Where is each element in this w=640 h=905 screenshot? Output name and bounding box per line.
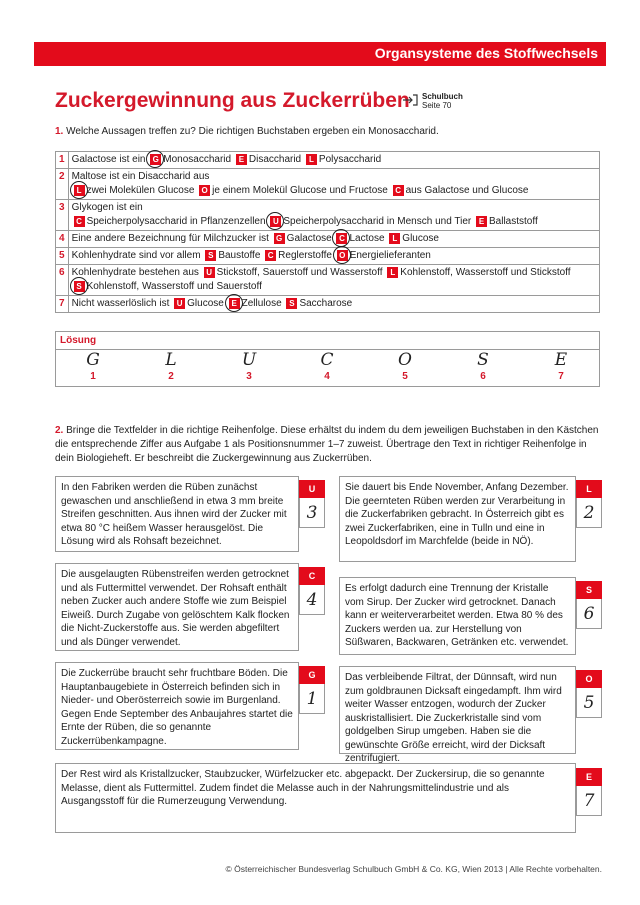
question-fragment: Disaccharid — [248, 154, 304, 165]
question-row — [56, 231, 600, 248]
position-number: 5 — [576, 688, 602, 718]
task-2-number: 2. — [55, 425, 64, 436]
question-fragment: Glucose — [187, 298, 227, 309]
task-2-text: Bringe die Textfelder in die richtige Reihenfolge. Diese erhältst du indem du dem jeweiligen Buchstaben in den Kästchen die entsprechende Ziffer aus Aufgabe 1 als Positionsnummer 1–7 zuweist. Übertrage den Text in richtiger Reihenfolge in dein Biologieheft. Er beschreibt die Zuckergewinnung aus Zuckerrüben. — [55, 425, 599, 464]
answer-letter: C — [265, 250, 276, 261]
text-field: Die ausgelaugten Rübenstreifen werden getrocknet und als Futtermittel verwendet. Der Rohsaft enthält neben Zucker auch andere Stoffe wie zum Beispiel Eiweiß. Durch Zugabe von gelöschtem Kalk flocken die Nicht-Zuckerstoffe aus. Sie werden abgefiltert und als Dünger verwendet. — [55, 563, 299, 651]
question-text — [68, 231, 599, 248]
letter-box — [299, 480, 325, 528]
letter-tag: E — [576, 768, 602, 786]
solution-cell — [522, 350, 600, 382]
text-field: Die Zuckerrübe braucht sehr fruchtbare Böden. Die Hauptanbaugebiete in Österreich befinden sich in Nieder- und Oberösterreich sowie im Burgenland. Gegen Ende September des Anbaujahres startet die Ernte der Rüben, die so genannte Zuckerrübenkampagne. — [55, 662, 299, 750]
answer-letter-circled: L — [74, 185, 85, 196]
question-fragment: Kohlenhydrate bestehen aus — [71, 267, 202, 278]
answer-letter: C — [74, 216, 85, 227]
solution-cell — [210, 350, 288, 382]
answer-letter: L — [389, 233, 400, 244]
schulbuch-page: Seite 70 — [422, 101, 452, 110]
question-fragment: Energielieferanten — [349, 250, 431, 261]
letter-box — [576, 670, 602, 718]
header-title: Organsysteme des Stoffwechsels — [374, 45, 598, 61]
question-text — [68, 265, 599, 296]
question-fragment: Kohlenhydrate sind vor allem — [71, 250, 204, 261]
schulbuch-label: Schulbuch — [422, 92, 463, 101]
solution-digit: 4 — [324, 371, 330, 382]
answer-letter: L — [387, 267, 398, 278]
schulbuch-reference — [402, 92, 463, 110]
answer-letter: L — [306, 154, 317, 165]
question-number: 7 — [56, 296, 69, 313]
question-row — [56, 248, 600, 265]
letter-tag: O — [576, 670, 602, 688]
question-fragment: Maltose ist ein Disaccharid aus — [71, 171, 210, 182]
header-bar — [34, 42, 606, 66]
position-number: 2 — [576, 498, 602, 528]
question-fragment: Polysaccharid — [318, 154, 382, 165]
solution-cell — [54, 350, 132, 382]
question-fragment: Nicht wasserlöslich ist — [71, 298, 173, 309]
question-fragment: Glykogen ist ein — [71, 202, 143, 213]
answer-letter-circled: C — [336, 233, 347, 244]
position-number: 6 — [576, 599, 602, 629]
text-field: Das verbleibende Filtrat, der Dünnsaft, wird nun zum goldbraunen Dicksaft eingedampft. Ihm wird weiter Wasser entzogen, wodurch der Zucker auskristallisiert. Die Zuckerkristalle sind vom goldgelben Sirup umgeben. Haben sie die gewünschte Größe erreicht, wird der Dicksaft zentrifugiert. — [339, 666, 576, 754]
question-fragment: Saccharose — [299, 298, 353, 309]
question-fragment: Zellulose — [241, 298, 285, 309]
text-field: Der Rest wird als Kristallzucker, Staubzucker, Würfelzucker etc. abgepackt. Der Zuckersirup, die so genannte Melasse, dient als Futtermittel. Zudem findet die Melasse auch in der Nahrungsmittelindustrie und als Ausgangsstoff für die Rumerzeugung Verwendung. — [55, 763, 576, 833]
question-number: 1 — [56, 152, 69, 169]
question-row — [56, 265, 600, 296]
question-row — [56, 152, 600, 169]
letter-box — [576, 480, 602, 528]
solution-digit: 7 — [558, 371, 564, 382]
solution-cell — [366, 350, 444, 382]
question-text — [68, 152, 599, 169]
question-number: 3 — [56, 200, 69, 231]
question-row — [56, 169, 600, 200]
answer-letter: U — [204, 267, 215, 278]
answer-letter: O — [199, 185, 210, 196]
task-1-prompt — [55, 125, 439, 139]
task-2-prompt — [55, 424, 600, 466]
question-fragment: Galactose ist ein — [71, 154, 149, 165]
answer-letter-circled: E — [229, 298, 240, 309]
answer-letter-circled: O — [337, 250, 348, 261]
question-fragment: je einem Molekül Glucose und Fructose — [212, 185, 391, 196]
question-fragment: Ballaststoff — [489, 216, 538, 227]
solution-letter: U — [241, 350, 257, 370]
solution-letter: O — [398, 350, 412, 370]
question-number: 5 — [56, 248, 69, 265]
solution-cell — [288, 350, 366, 382]
letter-box — [576, 768, 602, 816]
solution-digit: 1 — [90, 371, 96, 382]
question-fragment: Monosaccharid — [163, 154, 234, 165]
solution-cell — [444, 350, 522, 382]
position-number: 4 — [299, 585, 325, 615]
question-number: 6 — [56, 265, 69, 296]
solution-digit: 5 — [402, 371, 408, 382]
letter-box — [299, 666, 325, 714]
position-number: 3 — [299, 498, 325, 528]
question-fragment: Reglerstoffe — [278, 250, 335, 261]
answer-letter: G — [274, 233, 285, 244]
position-number: 1 — [299, 684, 325, 714]
solution-digit: 6 — [480, 371, 486, 382]
question-fragment: zwei Molekülen Glucose — [86, 185, 198, 196]
letter-tag: C — [299, 567, 325, 585]
question-table — [55, 151, 600, 313]
solution-box — [55, 331, 600, 387]
text-field: Sie dauert bis Ende November, Anfang Dezember. Die geernteten Rüben werden zur Verarbeitung in die Zuckerfabriken gebracht. In Österreich gibt es zwei Zuckerfabriken, eine in Tulln und eine in Leopoldsdorf im Marchfelde (beide in NÖ). — [339, 476, 576, 562]
question-fragment: aus Galactose und Glucose — [405, 185, 529, 196]
answer-letter: U — [174, 298, 185, 309]
answer-letter: S — [205, 250, 216, 261]
question-text — [68, 296, 599, 313]
question-text — [68, 200, 599, 231]
question-fragment: Eine andere Bezeichnung für Milchzucker ist — [71, 233, 272, 244]
question-row — [56, 200, 600, 231]
answer-letter-circled: U — [270, 216, 281, 227]
answer-letter: C — [393, 185, 404, 196]
letter-box — [299, 567, 325, 615]
solution-letter: E — [554, 350, 568, 370]
question-fragment: Baustoffe — [218, 250, 264, 261]
letter-tag: U — [299, 480, 325, 498]
question-row — [56, 296, 600, 313]
copyright-footer: © Österreichischer Bundesverlag Schulbuch GmbH & Co. KG, Wien 2013 | Alle Rechte vorbehalten. — [225, 864, 602, 874]
question-fragment: Kohlenstoff, Wasserstoff und Stickstoff — [400, 267, 571, 278]
answer-letter: E — [476, 216, 487, 227]
solution-letter: C — [320, 350, 334, 370]
question-number: 4 — [56, 231, 69, 248]
page-title: Zuckergewinnung aus Zuckerrüben — [55, 89, 410, 112]
book-arrow-icon — [402, 94, 418, 106]
question-fragment: Kohlenstoff, Wasserstoff und Sauerstoff — [86, 281, 262, 292]
solution-letter: S — [477, 350, 489, 370]
solution-letter: G — [86, 350, 100, 370]
task-1-text: Welche Aussagen treffen zu? Die richtigen Buchstaben ergeben ein Monosaccharid. — [66, 126, 439, 137]
letter-tag: S — [576, 581, 602, 599]
question-fragment: Galactose — [286, 233, 335, 244]
solution-digit: 2 — [168, 371, 174, 382]
position-number: 7 — [576, 786, 602, 816]
answer-letter: E — [236, 154, 247, 165]
question-text — [68, 169, 599, 200]
question-text — [68, 248, 599, 265]
answer-letter-circled: G — [150, 154, 161, 165]
solution-digit: 3 — [246, 371, 252, 382]
answer-letter-circled: S — [74, 281, 85, 292]
question-fragment: Stickstoff, Sauerstoff und Wasserstoff — [216, 267, 386, 278]
answer-letter: S — [286, 298, 297, 309]
question-fragment: Speicherpolysaccharid in Mensch und Tier — [283, 216, 474, 227]
letter-tag: G — [299, 666, 325, 684]
text-field: In den Fabriken werden die Rüben zunächst gewaschen und anschließend in etwa 3 mm breite Streifen geschnitten. Aus ihnen wird der Zucker mit etwa 80 °C heißem Wasser herausgelöst. Die Lösung wird als Rohsaft bezeichnet. — [55, 476, 299, 552]
letter-box — [576, 581, 602, 629]
solution-letter: L — [165, 350, 177, 370]
solution-label: Lösung — [60, 335, 97, 346]
solution-cell — [132, 350, 210, 382]
question-fragment: Glucose — [402, 233, 439, 244]
question-fragment: Speicherpolysaccharid in Pflanzenzellen — [86, 216, 269, 227]
task-1-number: 1. — [55, 126, 64, 137]
text-field: Es erfolgt dadurch eine Trennung der Kristalle vom Sirup. Der Zucker wird getrocknet. Danach kann er weiterverarbeitet werden. Etwa 80 % des Zuckers werden ua. zur Herstellung von Süßwaren, Backwaren, Getränken etc. verwendet. — [339, 577, 576, 655]
letter-tag: L — [576, 480, 602, 498]
question-fragment: Lactose — [349, 233, 388, 244]
question-number: 2 — [56, 169, 69, 200]
